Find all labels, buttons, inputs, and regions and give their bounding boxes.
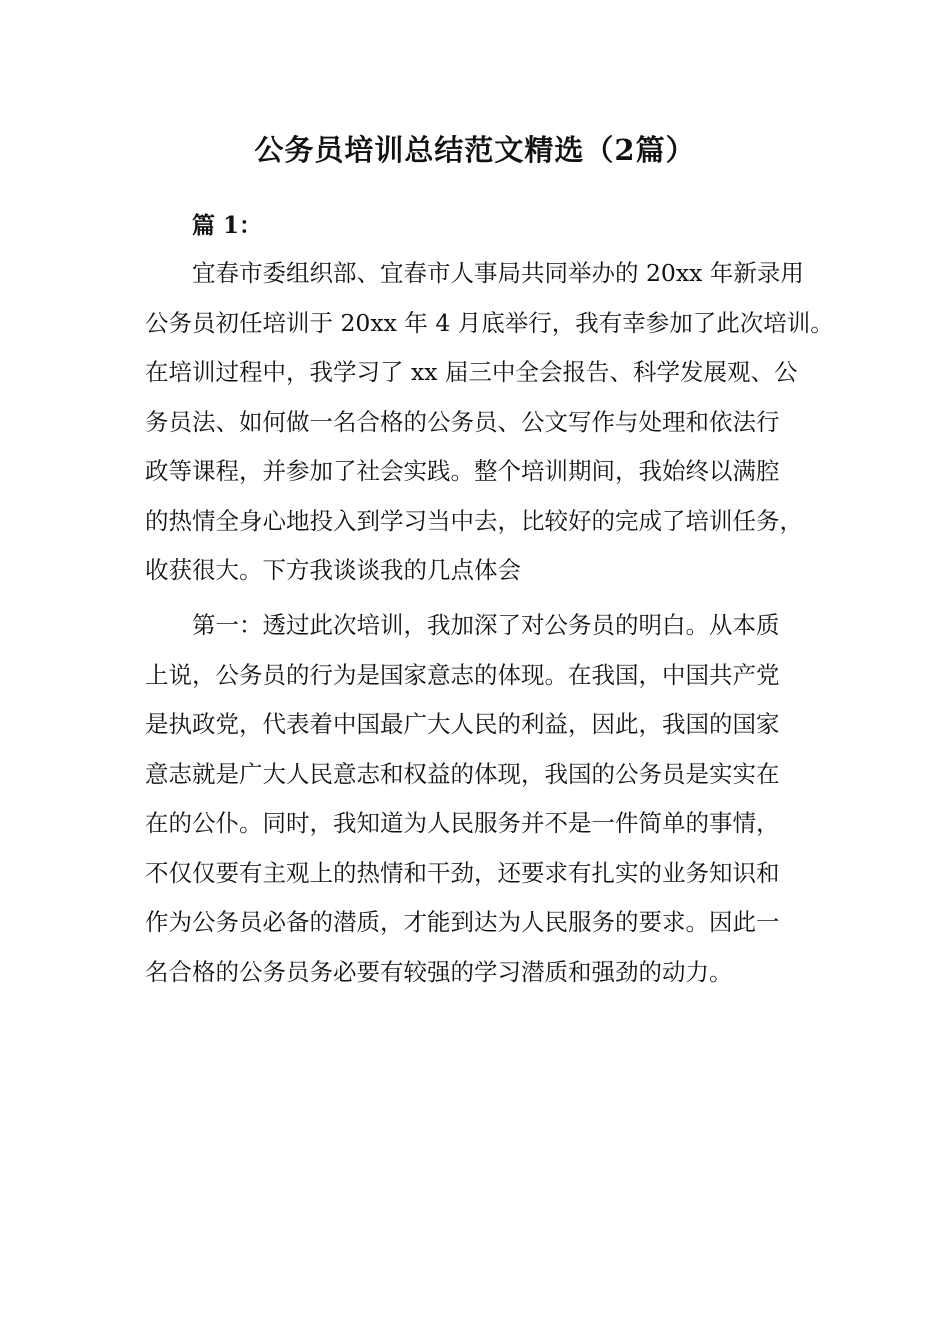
paragraph-line: 第一：透过此次培训，我加深了对公务员的明白。从本质	[192, 611, 780, 639]
paragraph	[145, 601, 825, 997]
section-heading: 篇 1：	[192, 212, 263, 239]
paragraph-line: 政等课程，并参加了社会实践。整个培训期间，我始终以满腔	[145, 457, 780, 485]
paragraph-line: 务员法、如何做一名合格的公务员、公文写作与处理和依法行	[145, 407, 780, 436]
paragraph	[145, 249, 834, 596]
paragraph-line: 宜春市委组织部、宜春市人事局共同举办的 20xx 年新录用	[192, 259, 804, 287]
paragraph-line: 公务员初任培训于 20xx 年 4 月底举行，我有幸参加了此次培训。	[145, 308, 834, 337]
paragraph-line: 不仅仅要有主观上的热情和干劲，还要求有扎实的业务知识和	[145, 858, 780, 887]
paragraph-line: 名合格的公务员务必要有较强的学习潜质和强劲的动力。	[145, 957, 733, 986]
paragraph-line: 是执政党，代表着中国最广大人民的利益，因此，我国的国家	[145, 710, 780, 738]
paragraph-line: 在的公仆。同时，我知道为人民服务并不是一件简单的事情，	[145, 809, 780, 837]
paragraph-line: 上说，公务员的行为是国家意志的体现。在我国，中国共产党	[145, 660, 780, 689]
document-title: 公务员培训总结范文精选（2篇）	[254, 133, 696, 167]
paragraph-line: 在培训过程中，我学习了 xx 届三中全会报告、科学发展观、公	[145, 358, 798, 386]
paragraph-line: 收获很大。下方我谈谈我的几点体会	[145, 556, 521, 584]
paragraph-line: 作为公务员必备的潜质，才能到达为人民服务的要求。因此一	[145, 908, 780, 936]
paragraph-line: 的热情全身心地投入到学习当中去，比较好的完成了培训任务，	[145, 506, 803, 535]
paragraph-line: 意志就是广大人民意志和权益的体现，我国的公务员是实实在	[145, 759, 780, 788]
